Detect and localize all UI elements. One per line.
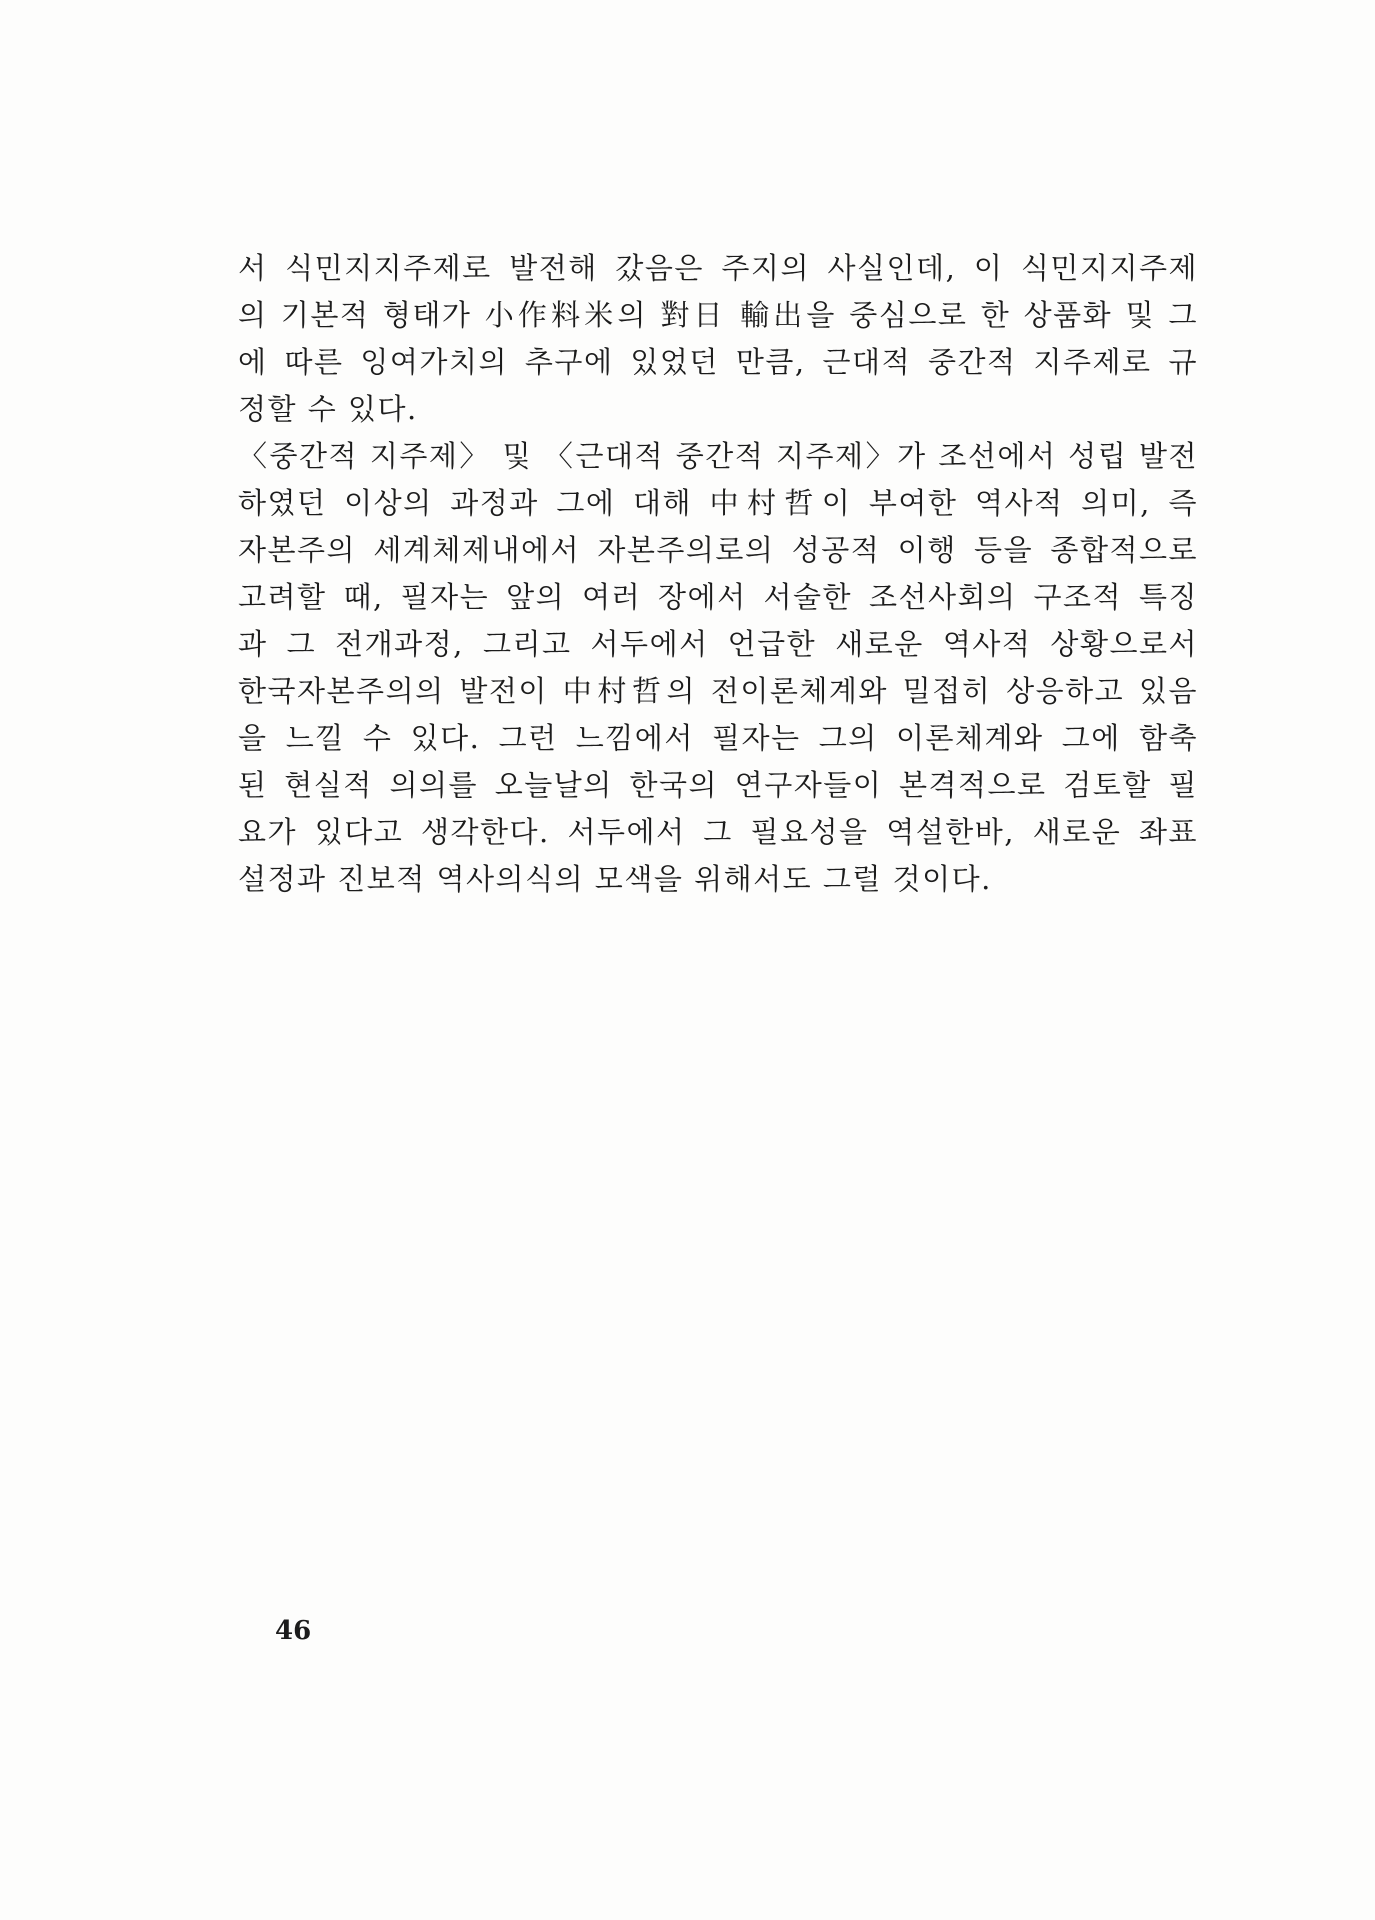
text-line: 하였던 이상의 과정과 그에 대해 中村哲이 부여한 역사적 의미, 즉 xyxy=(238,486,1198,520)
page-number: 46 xyxy=(275,1616,312,1646)
text-line: 정할 수 있다. xyxy=(238,392,418,426)
text-line: 과 그 전개과정, 그리고 서두에서 언급한 새로운 역사적 상황으로서 xyxy=(238,627,1198,661)
text-line: 한국자본주의의 발전이 中村哲의 전이론체계와 밀접히 상응하고 있음 xyxy=(238,674,1198,708)
text-line: 서 식민지지주제로 발전해 갔음은 주지의 사실인데, 이 식민지지주제 xyxy=(238,251,1198,285)
text-line: 요가 있다고 생각한다. 서두에서 그 필요성을 역설한바, 새로운 좌표 xyxy=(238,815,1198,849)
text-line: 자본주의 세계체제내에서 자본주의로의 성공적 이행 등을 종합적으로 xyxy=(238,533,1198,567)
text-line: 고려할 때, 필자는 앞의 여러 장에서 서술한 조선사회의 구조적 특징 xyxy=(238,580,1198,614)
text-line: 설정과 진보적 역사의식의 모색을 위해서도 그럴 것이다. xyxy=(238,862,992,896)
body-text xyxy=(238,245,1198,903)
text-line: 의 기본적 형태가 小作料米의 對日 輸出을 중심으로 한 상품화 및 그 xyxy=(238,298,1198,332)
text-line: 〈중간적 지주제〉 및 〈근대적 중간적 지주제〉가 조선에서 성립 발전 xyxy=(238,439,1198,473)
text-line: 된 현실적 의의를 오늘날의 한국의 연구자들이 본격적으로 검토할 필 xyxy=(238,768,1198,802)
text-line: 에 따른 잉여가치의 추구에 있었던 만큼, 근대적 중간적 지주제로 규 xyxy=(238,345,1198,379)
text-line: 을 느낄 수 있다. 그런 느낌에서 필자는 그의 이론체계와 그에 함축 xyxy=(238,721,1198,755)
